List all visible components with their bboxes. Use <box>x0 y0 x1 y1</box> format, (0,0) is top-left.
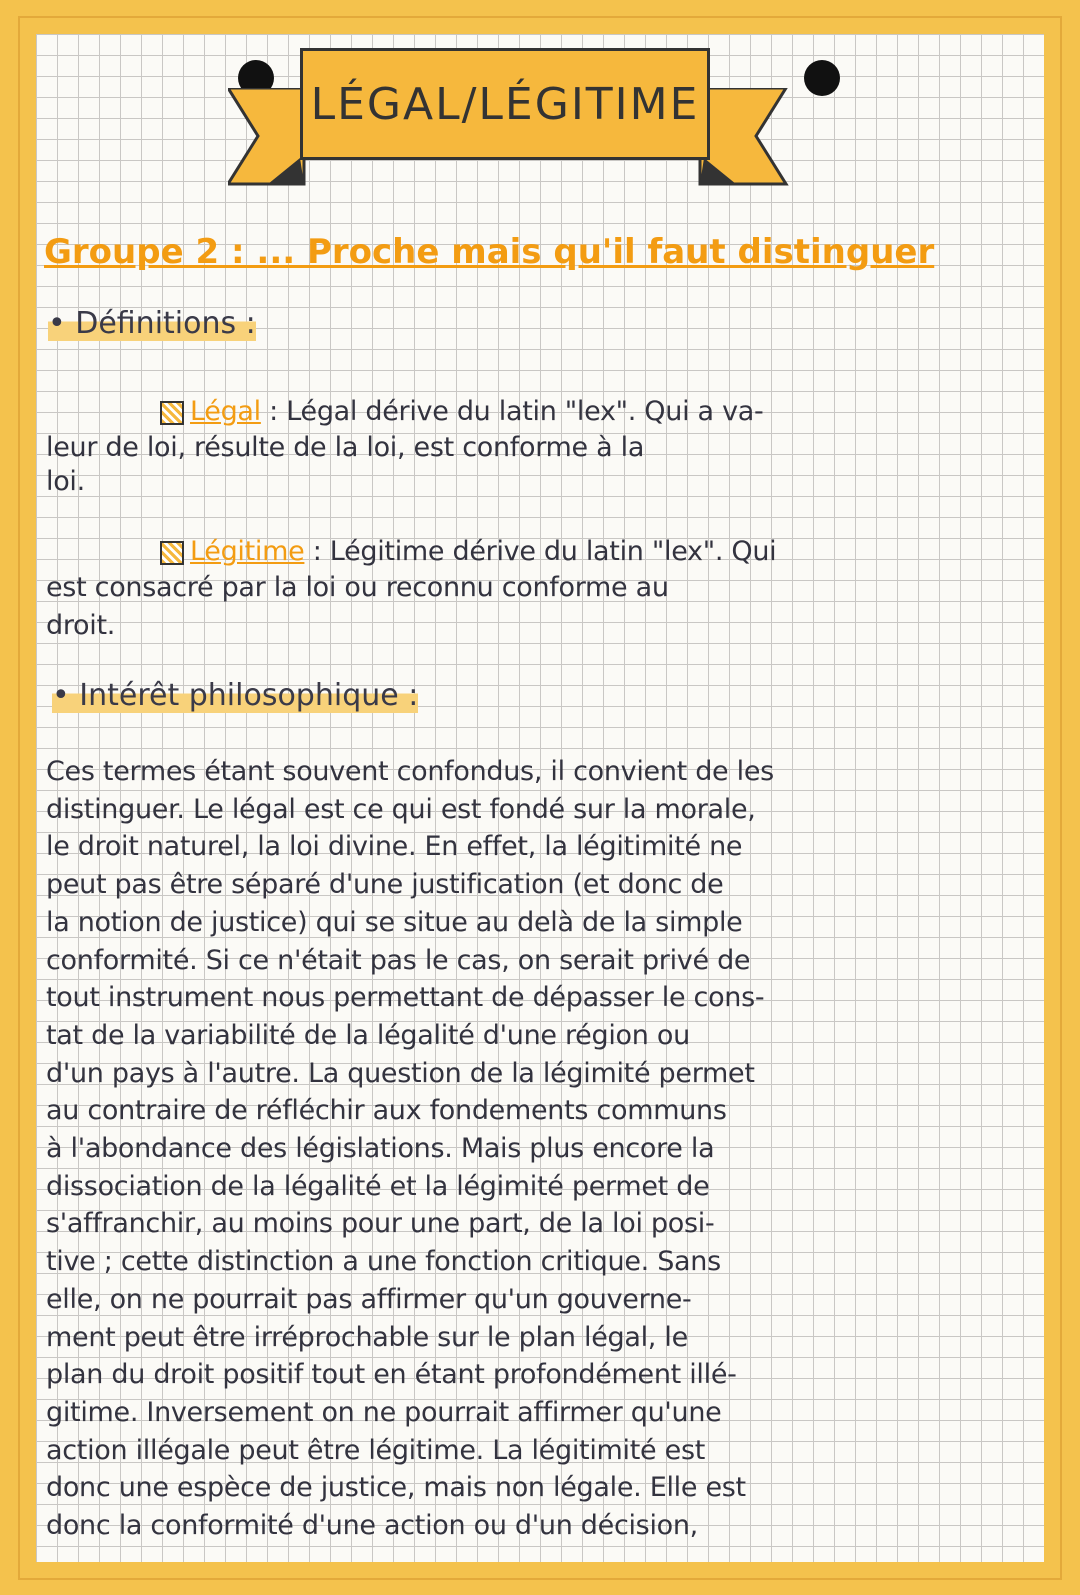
legitime-term: Légitime <box>190 536 305 567</box>
paragraph-line: tive ; cette distinction a une fonction critique. Sans <box>46 1246 721 1278</box>
interet-label: • Intérêt philosophique : <box>52 678 419 713</box>
paragraph-line: peut pas être séparé d'une justification (et donc de <box>46 869 724 901</box>
definitions-heading <box>48 306 256 341</box>
section-heading-text: Groupe 2 : ... Proche mais qu'il faut distinguer <box>44 232 935 272</box>
legal-term: Légal <box>190 396 261 427</box>
paragraph-line: au contraire de réfléchir aux fondements communs <box>46 1095 727 1127</box>
legitime-line-1 <box>160 536 776 567</box>
paragraph-line: à l'abondance des législations. Mais plus encore la <box>46 1133 715 1164</box>
paragraph-line: elle, on ne pourrait pas affirmer qu'un gouverne- <box>46 1283 692 1315</box>
paragraph-line: tat de la variabilité de la légalité d'une région ou <box>46 1019 690 1051</box>
paragraph-line: dissociation de la légalité et la légimité permet de <box>46 1170 710 1202</box>
legal-line-3: loi. <box>46 466 85 497</box>
definitions-label: • Définitions : <box>48 306 256 341</box>
paragraph-line: d'un pays à l'autre. La question de la légimité permet <box>46 1057 755 1089</box>
section-heading <box>44 232 934 272</box>
paragraph-line: la notion de justice) qui se situe au delà de la simple <box>46 906 743 938</box>
legal-line-2: leur de loi, résulte de la loi, est conforme à la <box>46 432 645 463</box>
paragraph-line: action illégale peut être légitime. La légitimité est <box>46 1434 705 1466</box>
paragraph-line: ment peut être irréprochable sur le plan légal, le <box>46 1321 688 1353</box>
legal-text: : Légal dérive du latin "lex". Qui a va- <box>269 396 764 427</box>
page-title: LÉGAL/LÉGITIME <box>310 78 700 130</box>
legal-line-1 <box>160 396 763 427</box>
interet-heading <box>52 678 418 713</box>
legitime-text: : Légitime dérive du latin "lex". Qui <box>312 536 777 567</box>
paragraph-line: gitime. Inversement on ne pourrait affirmer qu'une <box>46 1396 722 1428</box>
paragraph-line: plan du droit positif tout en étant profondément illé- <box>46 1359 737 1391</box>
paragraph-line: Ces termes étant souvent confondus, il convient de les <box>46 756 774 787</box>
hatched-square-icon <box>160 541 184 565</box>
legitime-line-2: est consacré par la loi ou reconnu conforme au <box>46 572 669 603</box>
paragraph-line: conformité. Si ce n'était pas le cas, on serait privé de <box>46 944 751 976</box>
paragraph-line: s'affranchir, au moins pour une part, de la loi posi- <box>46 1208 715 1240</box>
hatched-square-icon <box>160 401 184 425</box>
paragraph-line: donc la conformité d'une action ou d'un décision, <box>46 1510 698 1541</box>
legitime-line-3: droit. <box>46 610 116 641</box>
punch-hole-right <box>804 60 840 96</box>
title-banner <box>300 48 710 160</box>
paragraph-line: donc une espèce de justice, mais non légale. Elle est <box>46 1472 746 1504</box>
paragraph-line: tout instrument nous permettant de dépasser le cons- <box>46 982 765 1014</box>
paragraph-line: le droit naturel, la loi divine. En effet, la légitimité ne <box>46 831 743 863</box>
paragraph-line: distinguer. Le légal est ce qui est fondé sur la morale, <box>46 793 756 825</box>
